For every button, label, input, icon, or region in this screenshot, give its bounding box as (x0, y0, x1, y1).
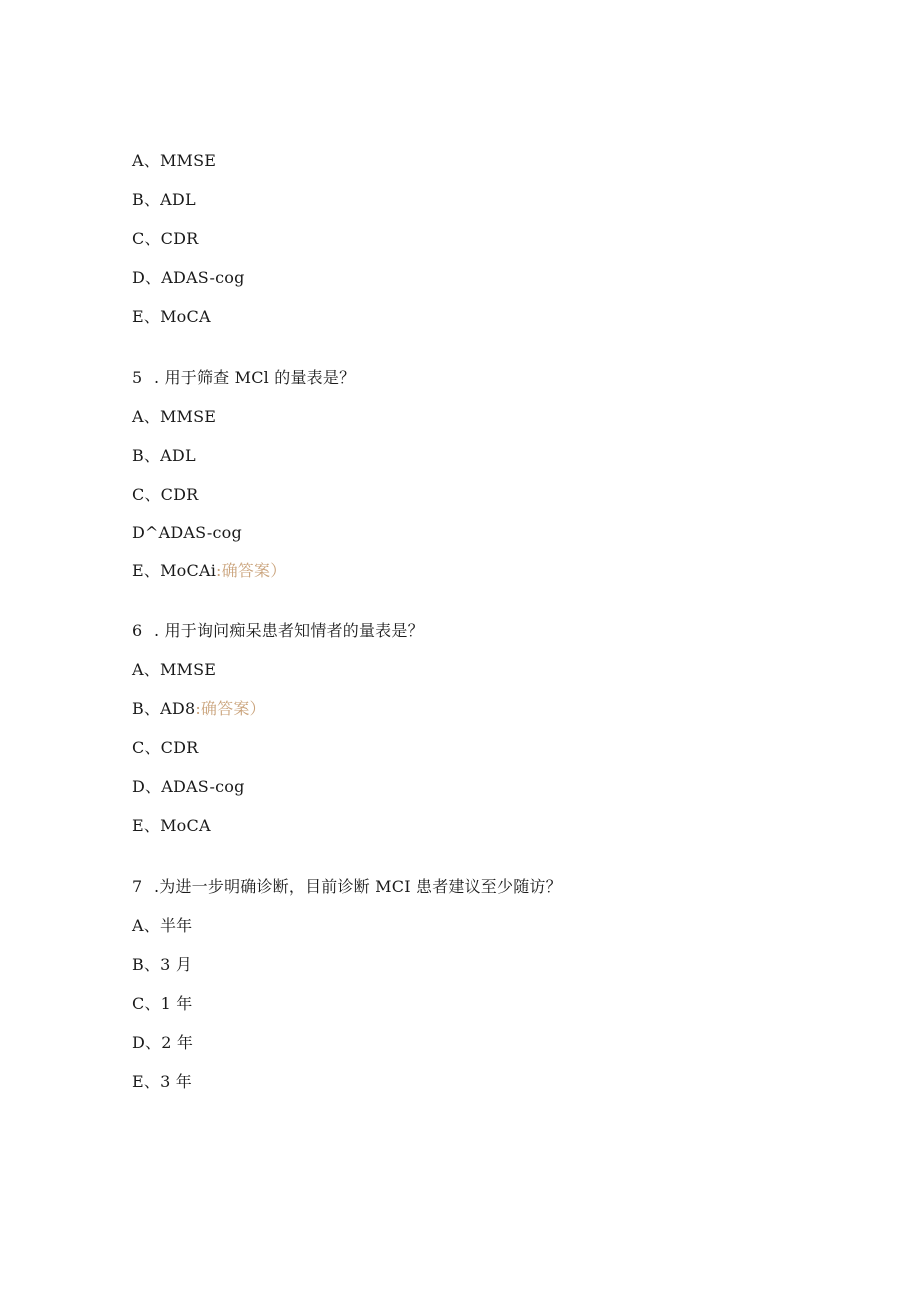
q4-option-b: B、ADL (132, 190, 196, 209)
q6-question (132, 621, 424, 641)
q6-option-a: A、MMSE (132, 660, 217, 679)
q7-question (132, 877, 562, 897)
q7-text: .为进一步明确诊断，目前诊断 MCI 患者建议至少随访？ (154, 877, 562, 896)
q5-option-a: A、MMSE (132, 407, 217, 426)
q6-option-b (132, 699, 266, 719)
q6-number: 6 (132, 621, 143, 640)
q6-answer-note: :确答案） (195, 699, 266, 718)
q6-option-d: D、ADAS-cog (132, 777, 245, 796)
q6-option-e: E、MoCA (132, 816, 211, 835)
q7-option-d: D、2 年 (132, 1033, 194, 1052)
q6-text: . 用于询问痴呆患者知情者的量表是？ (154, 621, 424, 640)
q7-option-e: E、3 年 (132, 1072, 192, 1091)
q7-option-c: C、1 年 (132, 994, 193, 1013)
q5-option-e-label: E、MoCAi (132, 561, 217, 580)
q7-number: 7 (132, 877, 143, 896)
q7-option-a: A、半年 (132, 916, 193, 935)
q5-number: 5 (132, 368, 143, 387)
q5-answer-note: :确答案） (216, 561, 287, 580)
q5-option-d: D^ADAS-cog (132, 523, 242, 542)
q5-option-c: C、CDR (132, 485, 199, 504)
q4-option-a: A、MMSE (132, 151, 217, 170)
q5-option-b: B、ADL (132, 446, 196, 465)
q5-option-e (132, 561, 286, 581)
q7-option-b: B、3 月 (132, 955, 193, 974)
q5-question (132, 368, 355, 388)
q4-option-d: D、ADAS-cog (132, 268, 245, 287)
q6-option-b-label: B、AD8 (132, 699, 196, 718)
q5-text: . 用于筛查 MCl 的量表是？ (154, 368, 356, 387)
q4-option-e: E、MoCA (132, 307, 211, 326)
q6-option-c: C、CDR (132, 738, 199, 757)
q4-option-c: C、CDR (132, 229, 199, 248)
